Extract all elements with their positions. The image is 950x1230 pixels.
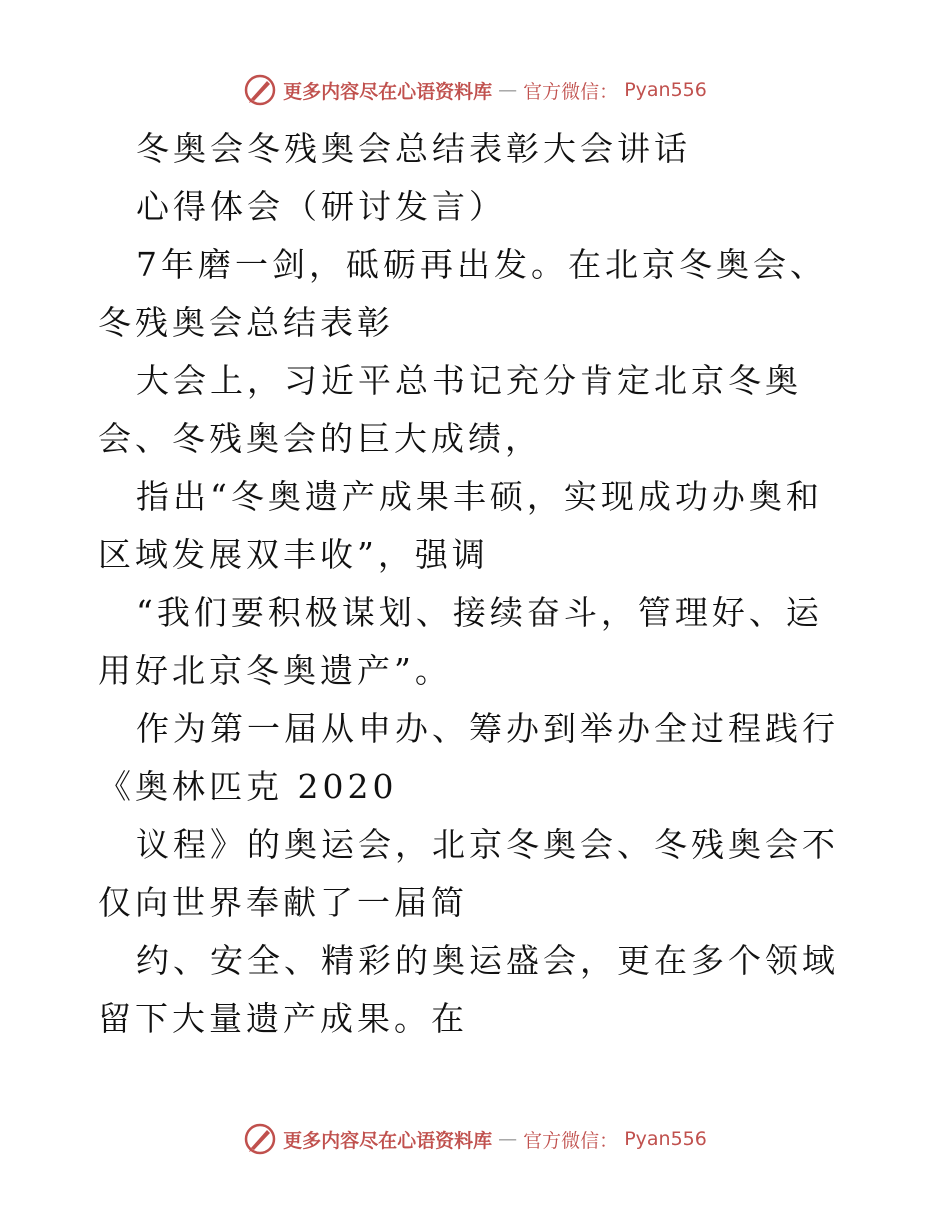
document-body [98, 120, 858, 1048]
watermark-dash: — [498, 1128, 518, 1150]
paragraph: 作为第一届从申办、筹办到举办全过程践行《奥林匹克 2020 [98, 709, 839, 806]
paragraph: 约、安全、精彩的奥运盛会，更在多个领域留下大量遗产成果。在 [98, 941, 839, 1038]
watermark-sub-text: 官方微信： [523, 80, 619, 103]
paragraph: 大会上，习近平总书记充分肯定北京冬奥会、冬残奥会的巨大成绩， [98, 361, 802, 458]
document-subtitle: 心得体会（研讨发言） [136, 187, 506, 226]
watermark-wechat-id: Pyan556 [624, 79, 707, 101]
document-title: 冬奥会冬残奥会总结表彰大会讲话 [136, 129, 691, 168]
header-watermark [0, 70, 950, 110]
watermark-main-text: 更多内容尽在心语资料库 [283, 1129, 493, 1152]
watermark-sub-text: 官方微信： [523, 1129, 619, 1152]
quill-logo-icon [243, 1122, 277, 1156]
watermark-wechat-id: Pyan556 [624, 1128, 707, 1150]
paragraph: 指出“冬奥遗产成果丰硕，实现成功办奥和区域发展双丰收”，强调 [98, 477, 823, 574]
paragraph: 议程》的奥运会，北京冬奥会、冬残奥会不仅向世界奉献了一届简 [98, 825, 839, 922]
watermark-main-text: 更多内容尽在心语资料库 [283, 80, 493, 103]
paragraph: 7年磨一剑，砥砺再出发。在北京冬奥会、冬残奥会总结表彰 [98, 245, 827, 342]
quill-logo-icon [243, 73, 277, 107]
watermark-dash: — [498, 79, 518, 101]
footer-watermark [0, 1119, 950, 1159]
paragraph: “我们要积极谋划、接续奋斗，管理好、运用好北京冬奥遗产”。 [98, 593, 823, 690]
